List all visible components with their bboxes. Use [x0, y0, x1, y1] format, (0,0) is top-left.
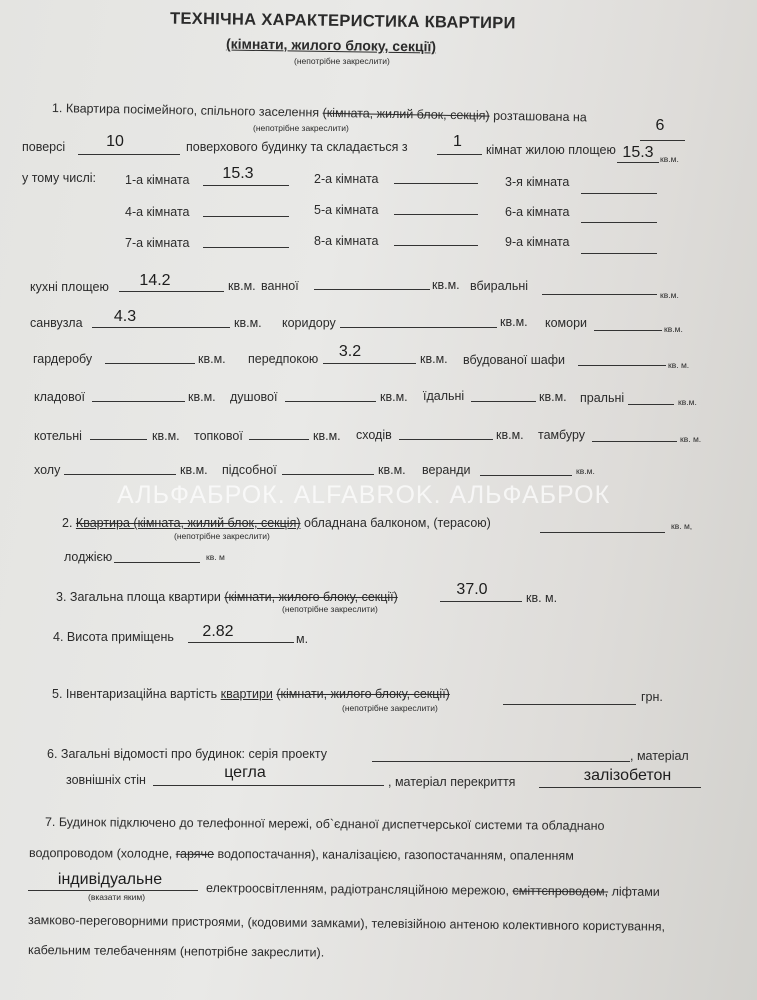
hall-label: холу [34, 463, 61, 477]
watermark: АЛЬФАБРОК. ALFABROK. АЛЬФАБРОК [117, 481, 611, 509]
section7-line4: замково-переговорними пристроями, (кодовими замками), телевізійною антеною колективного користування, [27, 913, 666, 934]
total-area-value: 37.0 [456, 581, 488, 598]
hall-unit: кв.м. [180, 463, 208, 477]
document-subtitle: (кімнати, жилого блоку, секції) [225, 35, 437, 55]
heating-value: індивідуальне [57, 871, 163, 888]
rooms-value: 1 [453, 133, 462, 150]
section7-line3: електроосвітленням, радіотрансляційною мережою, сміттєпроводом, ліфтами [205, 881, 660, 899]
total-area-unit: кв. м. [526, 591, 558, 605]
floor-value: 6 [655, 117, 665, 134]
utility-unit: кв.м. [378, 463, 406, 477]
height-value: 2.82 [202, 623, 234, 640]
wall-material-label: , матеріал [630, 749, 689, 763]
vestibule-unit: кв. м. [680, 434, 702, 444]
height-unit: м. [296, 632, 309, 646]
ceiling-value: залізобетон [583, 767, 672, 784]
bathroom-combined-label: санвузла [30, 316, 83, 330]
toilet-label: вбиральні [470, 279, 529, 293]
section3-text: 3. Загальна площа квартири (кімнати, жилого блоку, секції) [56, 590, 398, 604]
laundry-label: пральні [580, 391, 625, 405]
bathroom-unit: кв.м. [432, 278, 460, 292]
room-4-label: 4-а кімната [125, 205, 190, 219]
including-label: у тому числі: [22, 171, 97, 185]
section2-note: (непотрібне закреслити) [174, 531, 270, 541]
toilet-unit: кв.м. [660, 290, 679, 300]
section7-line5: кабельним телебаченням (непотрібне закреслити). [27, 943, 325, 960]
bathroom-combined-value: 4.3 [113, 308, 137, 325]
storeys-label: поверхового будинку та складається з [186, 140, 408, 154]
section1-text: 1. Квартира посімейного, спільного заселення (кімната, жилий блок, секція) розташована на [51, 101, 587, 125]
stairs-unit: кв.м. [496, 428, 524, 442]
walls-label: зовнішніх стін [66, 773, 146, 787]
veranda-unit: кв.м. [576, 466, 595, 476]
storage-label: кладової [34, 390, 86, 404]
ceiling-label: , матеріал перекриття [388, 775, 516, 789]
furnace-room-unit: кв.м. [313, 429, 341, 443]
section1-note: (непотрібне закреслити) [253, 123, 349, 133]
room-5-label: 5-а кімната [314, 203, 379, 217]
section3-note: (непотрібне закреслити) [282, 604, 378, 614]
wardrobe-label: гардеробу [33, 352, 93, 366]
section5-text: 5. Інвентаризаційна вартість квартири (кімнати, жилого блоку, секції) [52, 687, 450, 701]
stairs-label: сходів [356, 428, 392, 442]
pantry-label: комори [545, 316, 588, 330]
room-6-label: 6-а кімната [505, 205, 570, 219]
floor-label: поверсі [22, 140, 66, 154]
storage-unit: кв.м. [188, 390, 216, 404]
walls-value: цегла [224, 764, 266, 781]
rooms-label: кімнат жилою площею [486, 143, 616, 157]
wardrobe-unit: кв.м. [198, 352, 226, 366]
document-title: ТЕХНІЧНА ХАРАКТЕРИСТИКА КВАРТИРИ [169, 9, 516, 33]
heating-note: (вказати яким) [88, 892, 146, 902]
loggia-unit: кв. м [206, 552, 225, 562]
laundry-unit: кв.м. [678, 397, 697, 407]
shower-label: душової [230, 390, 278, 404]
section2-text: 2. Квартира (кімната, жилий блок, секція) обладнана балконом, (терасою) [62, 516, 491, 530]
shower-unit: кв.м. [380, 390, 408, 404]
hallway-label: передпокою [248, 352, 319, 366]
built-in-closet-unit: кв. м. [668, 360, 690, 370]
section4-text: 4. Висота приміщень [53, 630, 174, 644]
pantry-unit: кв.м. [664, 324, 683, 334]
room-3-label: 3-я кімната [505, 175, 570, 189]
room-7-label: 7-а кімната [125, 236, 190, 250]
boiler-room-label: котельні [34, 429, 82, 443]
hallway-unit: кв.м. [420, 352, 448, 366]
living-area-unit: кв.м. [660, 154, 679, 164]
furnace-room-label: топкової [194, 429, 243, 443]
section5-unit: грн. [641, 690, 663, 704]
bathroom-combined-unit: кв.м. [234, 316, 262, 330]
room-1-value: 15.3 [222, 165, 254, 182]
loggia-label: лоджією [64, 550, 113, 564]
section7-line2: водопроводом (холодне, гаряче водопостачання), каналізацією, газопостачанням, опаленням [28, 846, 574, 863]
corridor-unit: кв.м. [500, 315, 528, 329]
section5-note: (непотрібне закреслити) [342, 703, 438, 713]
room-8-label: 8-а кімната [314, 234, 379, 248]
section6-text: 6. Загальні відомості про будинок: серія проекту [47, 747, 327, 761]
hallway-value: 3.2 [338, 343, 362, 360]
living-area-value: 15.3 [622, 144, 654, 161]
corridor-label: коридору [282, 316, 336, 330]
storeys-value: 10 [106, 133, 124, 150]
boiler-room-unit: кв.м. [152, 429, 180, 443]
room-1-label: 1-а кімната [125, 173, 190, 187]
dining-unit: кв.м. [539, 390, 567, 404]
vestibule-label: тамбуру [538, 428, 586, 442]
room-2-label: 2-а кімната [314, 172, 379, 186]
veranda-label: веранди [422, 463, 471, 477]
kitchen-unit: кв.м. [228, 279, 256, 293]
bathroom-label: ванної [261, 279, 299, 293]
subtitle-note: (непотрібне закреслити) [294, 56, 390, 66]
section7-line1: 7. Будинок підключено до телефонної мережі, об`єднаної диспетчерської системи та обладнано [44, 815, 605, 833]
kitchen-value: 14.2 [139, 272, 171, 289]
kitchen-label: кухні площею [30, 280, 109, 294]
room-9-label: 9-а кімната [505, 235, 570, 249]
utility-label: підсобної [222, 463, 277, 477]
built-in-closet-label: вбудованої шафи [463, 353, 565, 367]
balcony-unit: кв. м, [671, 521, 693, 531]
dining-label: їдальні [423, 389, 465, 403]
